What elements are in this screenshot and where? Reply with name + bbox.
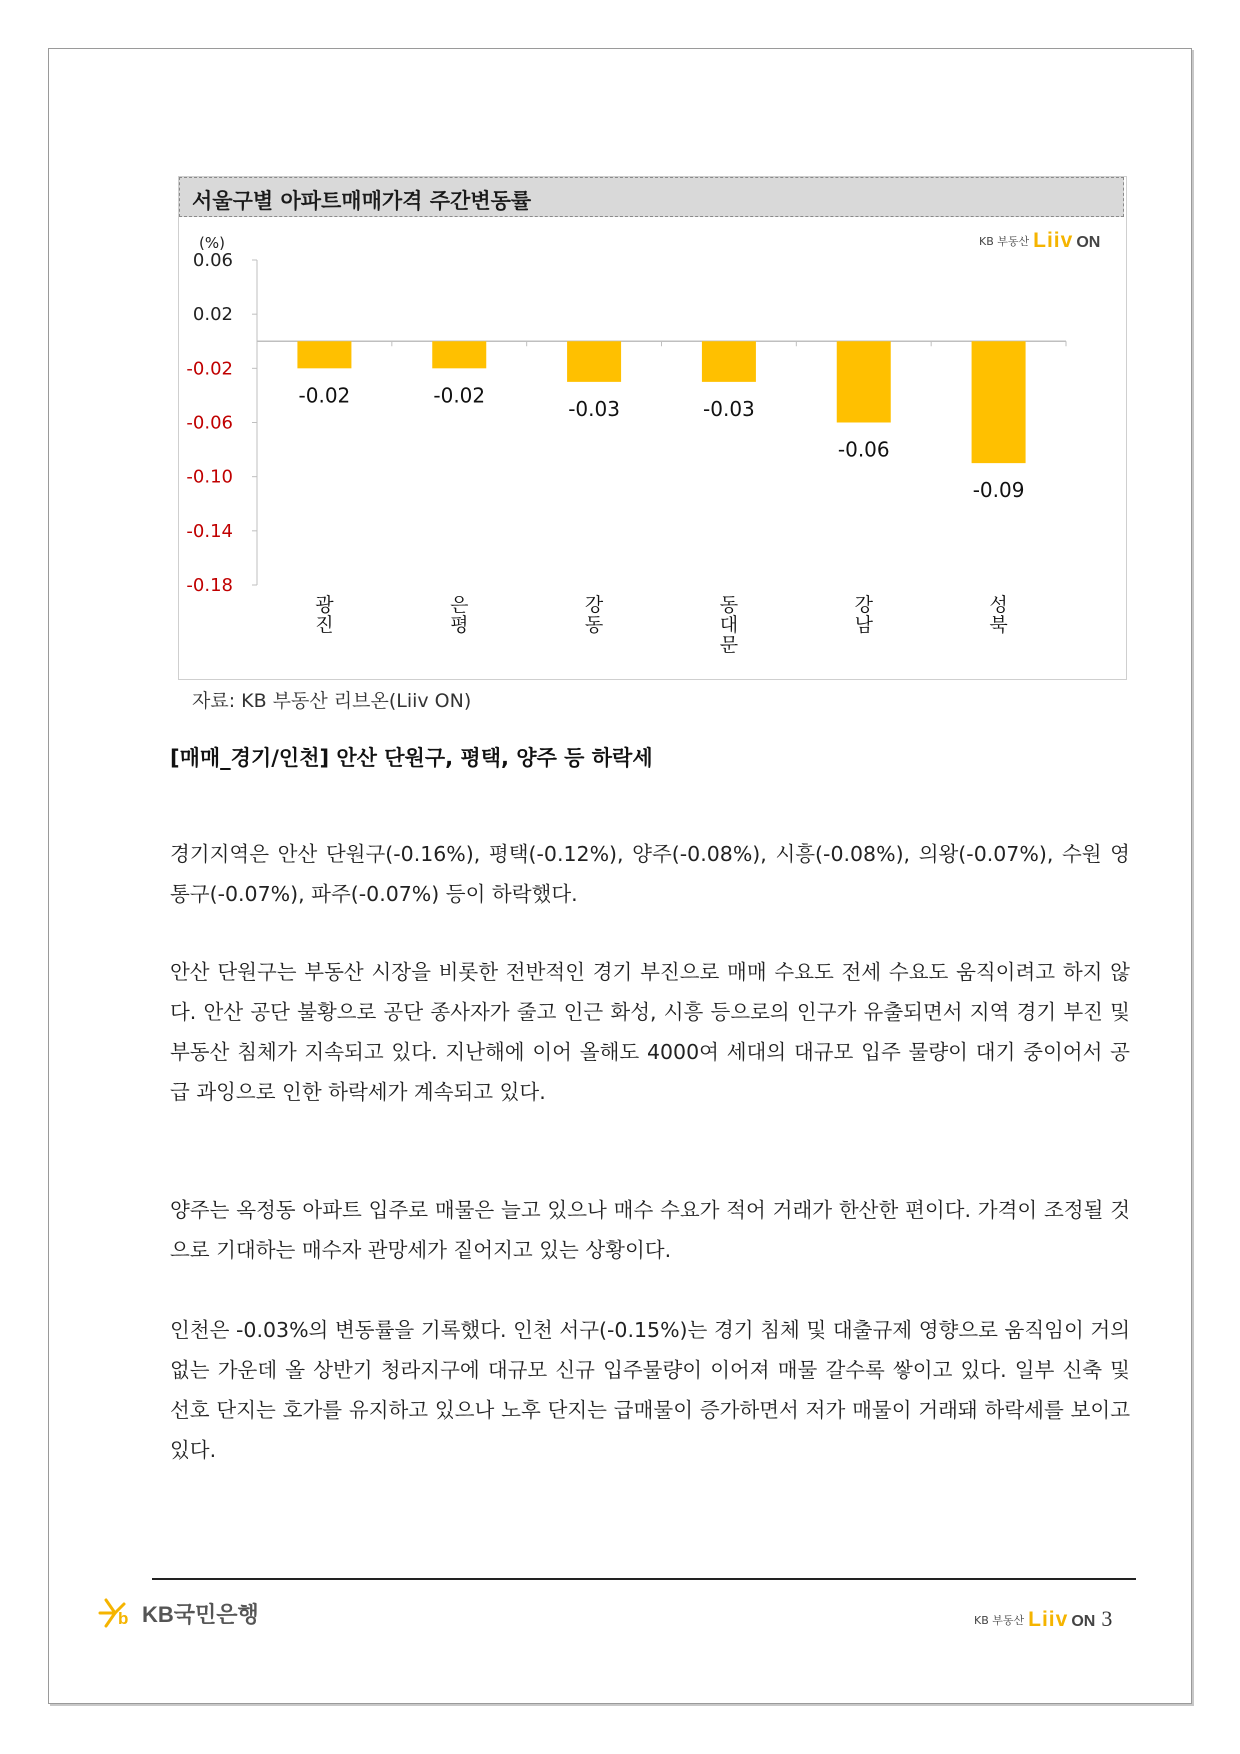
logo-kb-text: KB 부동산 <box>979 235 1030 248</box>
paragraph: 경기지역은 안산 단원구(-0.16%), 평택(-0.12%), 양주(-0.08%), 시흥(-0.08%), 의왕(-0.07%), 수원 영통구(-0.07%), 파주(-0.07%) 등이 하락했다. <box>170 842 1130 906</box>
paragraph: 안산 단원구는 부동산 시장을 비롯한 전반적인 경기 부진으로 매매 수요도 전세 수요도 움직이려고 하지 않다. 안산 공단 불황으로 공단 종사자가 줄고 인근 화성, 시흥 등으로의 인구가 유출되면서 지역 경기 부진 및 부동산 침체가 지속되고 있다. 지난해에 이어 올해도 4000여 세대의 대규모 입주 물량이 대기 중이어서 공급 과잉으로 인한 하락세가 계속되고 있다. <box>170 960 1130 1104</box>
data-label: -0.06 <box>837 437 890 462</box>
bar <box>432 341 486 368</box>
bar <box>837 341 891 422</box>
y-tick-label: -0.02 <box>186 358 233 380</box>
footer-logo-liiv: Liiv <box>1028 1608 1069 1631</box>
svg-text:b: b <box>118 1609 129 1628</box>
bar <box>702 341 756 382</box>
x-category-label: 은 평 <box>450 594 469 636</box>
x-category-label: 동 대 문 <box>719 594 739 656</box>
paragraph: 양주는 옥정동 아파트 입주로 매물은 늘고 있으나 매수 수요가 적어 거래가 한산한 편이다. 가격이 조정될 것으로 기대하는 매수자 관망세가 짙어지고 있는 상황이다. <box>170 1198 1130 1262</box>
y-tick-label: 0.02 <box>192 304 233 326</box>
data-label: -0.03 <box>568 396 620 421</box>
y-axis-unit: (%) <box>199 234 225 252</box>
y-tick-label: -0.10 <box>186 466 233 488</box>
footer-divider <box>152 1578 1136 1580</box>
data-label: -0.03 <box>703 396 755 421</box>
data-label: -0.09 <box>972 478 1025 503</box>
data-label: -0.02 <box>433 383 486 408</box>
y-tick-label: 0.06 <box>192 250 233 271</box>
x-category-label: 강 동 <box>584 594 604 636</box>
footer-logo <box>974 1606 1112 1632</box>
logo-liiv-text: Liiv <box>1033 229 1074 252</box>
y-tick-label: -0.14 <box>186 520 233 542</box>
bar <box>297 341 351 368</box>
chart-source: 자료: KB 부동산 리브온(Liiv ON) <box>192 690 472 712</box>
bar-chart <box>179 217 1124 677</box>
bar <box>567 341 621 382</box>
y-tick-label: -0.06 <box>186 412 233 434</box>
bar <box>972 341 1026 463</box>
y-tick-label: -0.18 <box>186 575 233 596</box>
x-category-label: 강 남 <box>854 594 873 636</box>
chart-header <box>179 177 1124 217</box>
chart-container <box>178 176 1127 680</box>
paragraph: 인천은 -0.03%의 변동률을 기록했다. 인천 서구(-0.15%)는 경기 침체 및 대출규제 영향으로 움직임이 거의 없는 가운데 올 상반기 청라지구에 대규모 신규 입주물량이 이어져 매물 갈수록 쌓이고 있다. 일부 신축 및 선호 단지는 호가를 유지하고 있으나 노후 단지는 급매물이 증가하면서 저가 매물이 거래돼 하락세를 보이고 있다. <box>170 1318 1130 1462</box>
data-label: -0.02 <box>298 383 351 408</box>
x-category-label: 광 진 <box>315 594 334 636</box>
section-heading: [매매_경기/인천] 안산 단원구, 평택, 양주 등 하락세 <box>170 746 653 770</box>
bank-name: KB국민은행 <box>142 1601 259 1627</box>
chart-title: 서울구별 아파트매매가격 주간변동률 <box>192 189 532 213</box>
kb-bank-logo <box>98 1596 259 1630</box>
footer-logo-kb: KB 부동산 <box>974 1614 1025 1627</box>
footer-logo-on: ON <box>1071 1613 1096 1630</box>
page-number: 3 <box>1101 1606 1113 1631</box>
logo-on-text: ON <box>1076 234 1101 251</box>
x-category-label: 성 북 <box>989 594 1008 636</box>
kb-star-icon <box>98 1596 140 1630</box>
